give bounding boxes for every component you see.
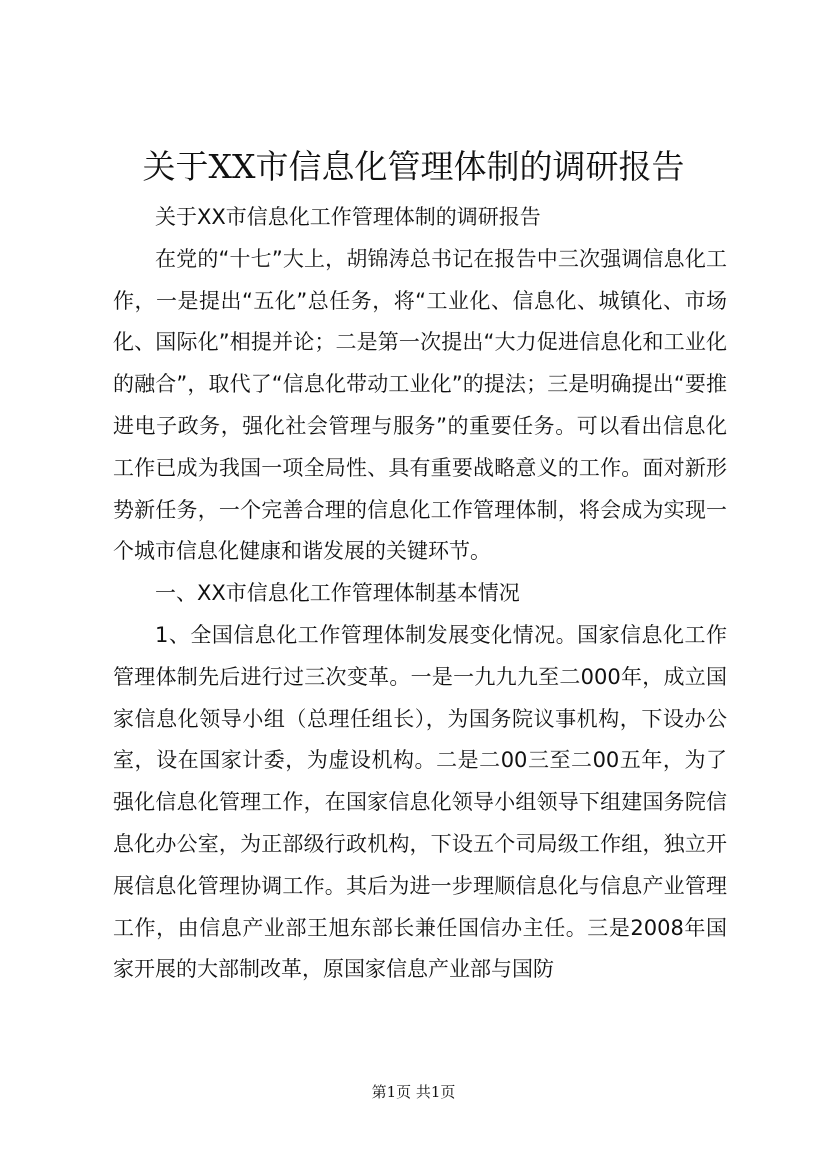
intro-paragraph: 在党的“十七”大上，胡锦涛总书记在报告中三次强调信息化工作，一是提出“五化”总任务，将“工业化、信息化、城镇化、市场化、国际化”相提并论；二是第一次提出“大力促进信息化和工业化的融合”，取代了“信息化带动工业化”的提法；三是明确提出“要推进电子政务，强化社会管理与服务”的重要任务。可以看出信息化工作已成为我国一项全局性、具有重要战略意义的工作。面对新形势新任务，一个完善合理的信息化工作管理体制，将会成为实现一个城市信息化健康和谐发展的关键环节。 xyxy=(113,246,727,564)
subtitle-paragraph: 关于XX市信息化工作管理体制的调研报告 xyxy=(155,205,541,229)
document-body xyxy=(113,197,727,991)
section-heading: 一、XX市信息化工作管理体制基本情况 xyxy=(155,581,520,606)
page-footer: 第1页 共1页 xyxy=(371,1083,456,1101)
document-title: 关于XX市信息化管理体制的调研报告 xyxy=(142,147,685,186)
section-paragraph: 1、全国信息化工作管理体制发展变化情况。国家信息化工作管理体制先后进行过三次变革。一是一九九九至二000年，成立国家信息化领导小组（总理任组长），为国务院议事机构，下设办公室，设在国家计委，为虚设机构。二是二00三至二00五年，为了强化信息化管理工作，在国家信息化领导小组领导下组建国务院信息化办公室，为正部级行政机构，下设五个司局级工作组，独立开展信息化管理协调工作。其后为进一步理顺信息化与信息产业管理工作，由信息产业部王旭东部长兼任国信办主任。三是2008年国家开展的大部制改革，原国家信息产业部与国防 xyxy=(113,622,727,982)
